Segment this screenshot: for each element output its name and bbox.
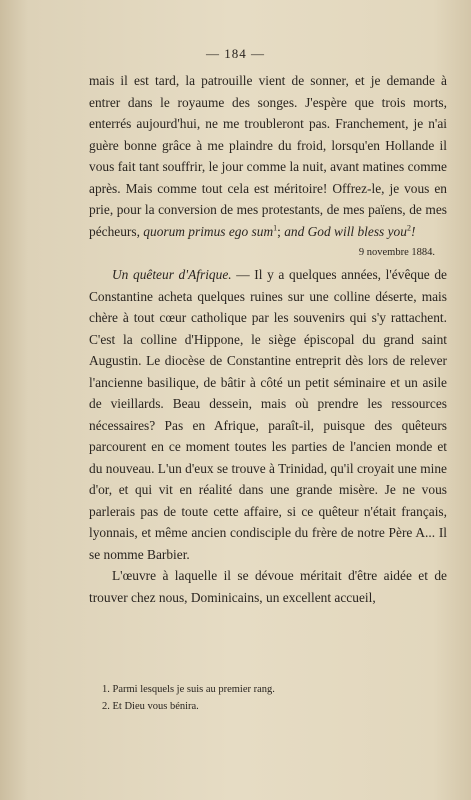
footnote-1: 1. Parmi lesquels je suis au premier rang. [102, 684, 275, 695]
footnote-ref-1: 1 [273, 223, 278, 233]
latin-phrase: quorum primus ego sum [143, 223, 274, 239]
paragraph-1-text-2: ; [277, 223, 285, 239]
paragraph-1 [89, 70, 447, 242]
paragraph-1-text-3: ! [410, 223, 416, 239]
paragraph-3-text: L'œuvre à laquelle il se dévoue méritait d'être aidée et de trouver chez nous, Dominicains, un excellent accueil, [89, 568, 447, 605]
english-phrase: and God will bless you [284, 223, 407, 239]
footnotes [102, 681, 442, 715]
section-lead-in: Un quêteur d'Afrique. [112, 267, 232, 282]
footnote-ref-2: 2 [406, 223, 411, 233]
paragraph-2 [89, 264, 447, 565]
footnote-2: 2. Et Dieu vous bénira. [102, 701, 199, 712]
paragraph-1-text-1: mais il est tard, la patrouille vient de sonner, et je demande à entrer dans le royaume des songes. J'espère que trois morts, enterrés aujourd'hui, ne me troubleront pas. Franchement, je n'ai guère bonne grâce à me plaindre du froid, lorsqu'en Hollande il vous fait tant souffrir, le jour comme la nuit, avant matines comme après. Mais comme tout cela est méritoire! Offrez-le, je vous en prie, pour la conversion de mes protestants, de mes païens, de mes pécheurs, [89, 73, 447, 239]
body-text [89, 70, 447, 608]
page-number: — 184 — [206, 46, 265, 61]
letter-date: 9 novembre 1884. [358, 247, 435, 258]
paragraph-3 [89, 565, 447, 608]
paragraph-2-text: — Il y a quelques années, l'évêque de Constantine acheta quelques ruines sur une colline déserte, mais chère à tout cœur catholique par les souvenirs qui s'y rattachent. C'est la colline d'Hippone, le siège épiscopal du grand saint Augustin. Le diocèse de Constantine entreprit dès lors de relever l'ancienne basilique, de bâtir à côté un petit séminaire et un asile de vieillards. Beau dessein, mais où prendre les ressources nécessaires? Pas en Afrique, paraît-il, puisque des quêteurs parcourent en ce moment toutes les parties de l'ancien monde et du nouveau. L'un d'eux se trouve à Trinidad, qu'il croyait une mine d'or, et qui vit en réalité dans une grande misère. Je ne vous parlerais pas de toute cette affaire, si ce quêteur n'était français, lyonnais, et même ancien condisciple du frère de notre Père A... Il se nomme Barbier. [89, 267, 447, 562]
